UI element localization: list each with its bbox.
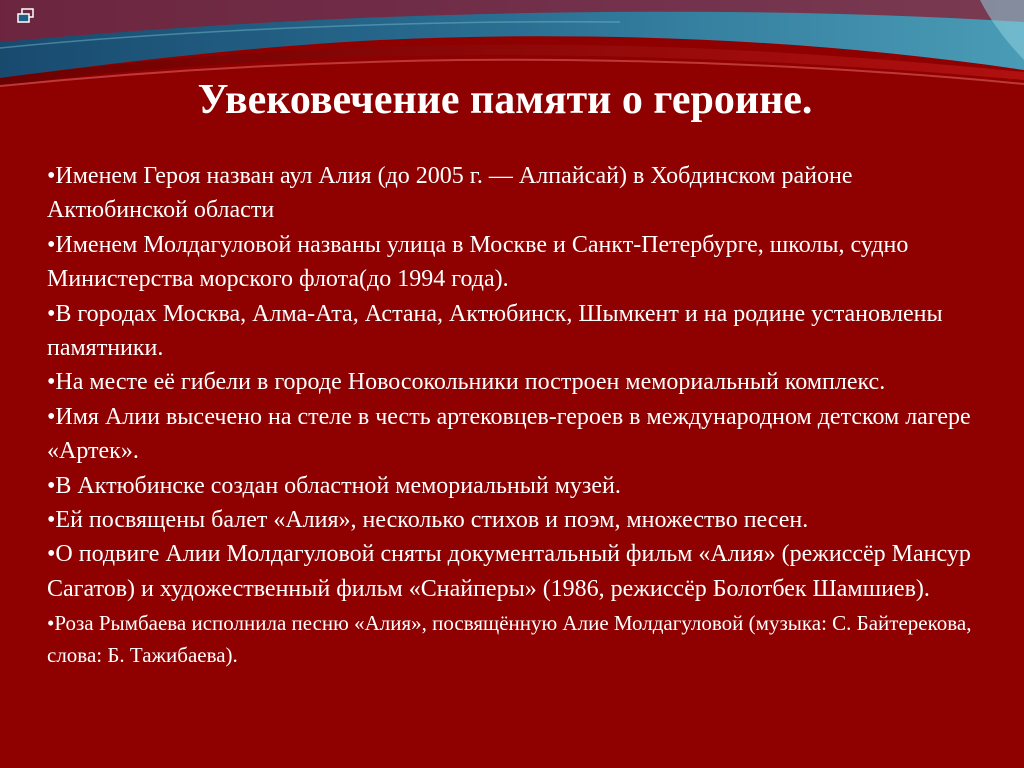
list-item-text: В Актюбинске создан областной мемориальный музей.: [55, 472, 621, 499]
bullet-marker: •: [47, 541, 56, 568]
bullet-marker: •: [47, 611, 55, 636]
list-item-text: О подвиге Алии Молдагуловой сняты документальный фильм «Алия» (режиссёр Мансур Сагатов) и художественный фильм «Снайперы» (1986, режиссёр Болотбек Шамшиев).: [47, 541, 971, 602]
restore-window-icon[interactable]: [16, 8, 36, 24]
list-item-text: Именем Героя назван аул Алия (до 2005 г. — Алпайсай) в Хобдинском районе Актюбинской области: [47, 163, 853, 224]
bullet-marker: •: [47, 163, 56, 189]
slide-title: Увековечение памяти о героине.: [197, 77, 813, 123]
list-item: [47, 228, 987, 297]
list-item-text: В городах Москва, Алма-Ата, Астана, Актюбинск, Шымкент и на родине установлены памятники.: [47, 300, 943, 362]
bullet-marker: •: [47, 403, 56, 430]
list-item-text: На месте её гибели в городе Новосокольники построен мемориальный комплекс.: [55, 369, 886, 396]
bullet-marker: •: [47, 472, 56, 499]
bullet-marker: •: [47, 507, 56, 534]
list-item: [47, 400, 987, 469]
list-item-text: Имя Алии высечено на стеле в честь артековцев-героев в международном детском лагере «Артек».: [47, 403, 971, 465]
bullet-marker: •: [47, 300, 56, 327]
list-item: [47, 159, 987, 228]
bullet-marker: •: [47, 231, 56, 258]
list-item: [47, 608, 987, 671]
bullet-marker: •: [47, 369, 56, 396]
list-item-text: Именем Молдагуловой названы улица в Москве и Санкт-Петербурге, школы, судно Министерства морского флота(до 1994 года).: [47, 231, 909, 293]
bullet-list: [47, 159, 987, 671]
list-item: [47, 537, 987, 606]
list-item: [47, 469, 987, 503]
list-item: [47, 503, 987, 537]
list-item-text: Ей посвящены балет «Алия», несколько стихов и поэм, множество песен.: [55, 507, 809, 534]
list-item-text: Роза Рымбаева исполнила песню «Алия», посвящённую Алие Молдагуловой (музыка: С. Байтерекова, слова: Б. Тажибаева).: [47, 611, 972, 667]
list-item: [47, 365, 987, 399]
list-item: [47, 297, 987, 366]
